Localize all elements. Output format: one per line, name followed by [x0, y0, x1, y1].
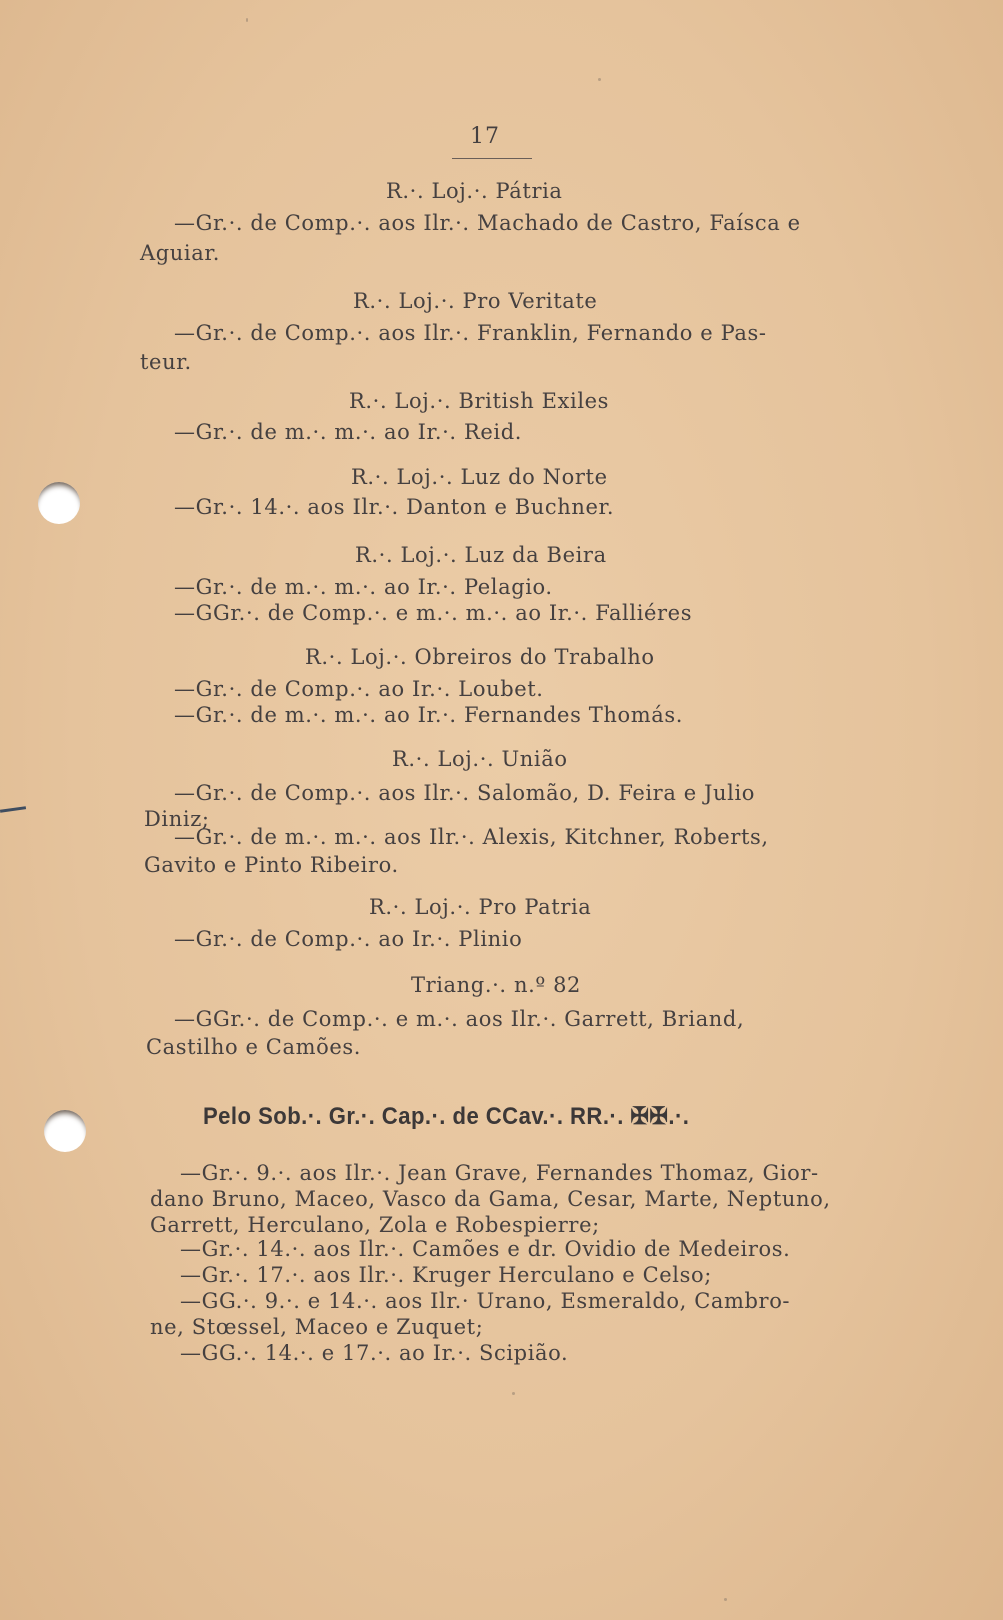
- lodge-title: R.·. Loj.·. Pro Veritate: [353, 289, 598, 313]
- grant-line-continued: Diniz;: [144, 807, 210, 831]
- grant-line: —Gr.·. 9.·. aos Ilr.·. Jean Grave, Fernandes Thomaz, Gior-: [180, 1161, 819, 1185]
- grant-line: —GGr.·. de Comp.·. e m.·. m.·. ao Ir.·. Falliéres: [174, 601, 693, 625]
- grant-line: —Gr.·. 17.·. aos Ilr.·. Kruger Herculano e Celso;: [180, 1263, 712, 1287]
- grant-line-continued: teur.: [140, 350, 192, 374]
- grant-line: —Gr.·. de m.·. m.·. ao Ir.·. Reid.: [174, 420, 523, 444]
- paper-mark: [0, 806, 26, 813]
- grant-line: —Gr.·. de m.·. m.·. ao Ir.·. Pelagio.: [174, 575, 553, 599]
- grant-line: —Gr.·. de Comp.·. aos Ilr.·. Machado de Castro, Faísca e: [174, 211, 801, 235]
- grant-line: —Gr.·. de Comp.·. ao Ir.·. Plinio: [174, 927, 523, 951]
- chapter-heading: Pelo Sob.·. Gr.·. Cap.·. de CCav.·. RR.·. ✠✠.·.: [203, 1103, 690, 1130]
- lodge-title: R.·. Loj.·. Obreiros do Trabalho: [305, 645, 655, 669]
- paper-speck: [512, 1392, 515, 1395]
- grant-line-continued: Castilho e Camões.: [146, 1035, 362, 1059]
- grant-line: —GG.·. 9.·. e 14.·. aos Ilr.· Urano, Esmeraldo, Cambro-: [180, 1289, 791, 1313]
- grant-line: —Gr.·. de m.·. m.·. aos Ilr.·. Alexis, Kitchner, Roberts,: [174, 825, 769, 849]
- punch-hole: [38, 482, 80, 524]
- grant-line: —GG.·. 14.·. e 17.·. ao Ir.·. Scipião.: [180, 1341, 569, 1365]
- grant-line: —Gr.·. de Comp.·. aos Ilr.·. Franklin, Fernando e Pas-: [174, 321, 767, 345]
- page-number-rule: [452, 158, 532, 159]
- paper-speck: [598, 78, 601, 81]
- grant-line: —Gr.·. 14.·. aos Ilr.·. Danton e Buchner.: [174, 495, 615, 519]
- grant-line: —Gr.·. 14.·. aos Ilr.·. Camões e dr. Ovidio de Medeiros.: [180, 1237, 791, 1261]
- lodge-title: R.·. Loj.·. British Exiles: [349, 389, 610, 413]
- grant-line-continued: dano Bruno, Maceo, Vasco da Gama, Cesar, Marte, Neptuno,: [150, 1187, 831, 1211]
- grant-line: —Gr.·. de Comp.·. ao Ir.·. Loubet.: [174, 677, 544, 701]
- grant-line-continued: Garrett, Herculano, Zola e Robespierre;: [150, 1213, 600, 1237]
- lodge-title: R.·. Loj.·. Pro Patria: [369, 895, 592, 919]
- grant-line: —Gr.·. de Comp.·. aos Ilr.·. Salomão, D. Feira e Julio: [174, 781, 756, 805]
- grant-line: —Gr.·. de m.·. m.·. ao Ir.·. Fernandes Thomás.: [174, 703, 683, 727]
- lodge-title: R.·. Loj.·. Luz da Beira: [355, 543, 607, 567]
- paper-speck: [246, 18, 248, 22]
- lodge-title: R.·. Loj.·. União: [392, 747, 568, 771]
- page-number: 17: [470, 124, 500, 149]
- punch-hole: [44, 1110, 86, 1152]
- grant-line-continued: Gavito e Pinto Ribeiro.: [144, 853, 399, 877]
- lodge-title: R.·. Loj.·. Pátria: [386, 179, 563, 203]
- paper-speck: [724, 1598, 727, 1601]
- grant-line: —GGr.·. de Comp.·. e m.·. aos Ilr.·. Garrett, Briand,: [174, 1007, 745, 1031]
- lodge-title: R.·. Loj.·. Luz do Norte: [351, 465, 608, 489]
- triangle-title: Triang.·. n.º 82: [411, 973, 582, 997]
- grant-line-continued: ne, Stœssel, Maceo e Zuquet;: [150, 1315, 484, 1339]
- grant-line-continued: Aguiar.: [140, 241, 220, 265]
